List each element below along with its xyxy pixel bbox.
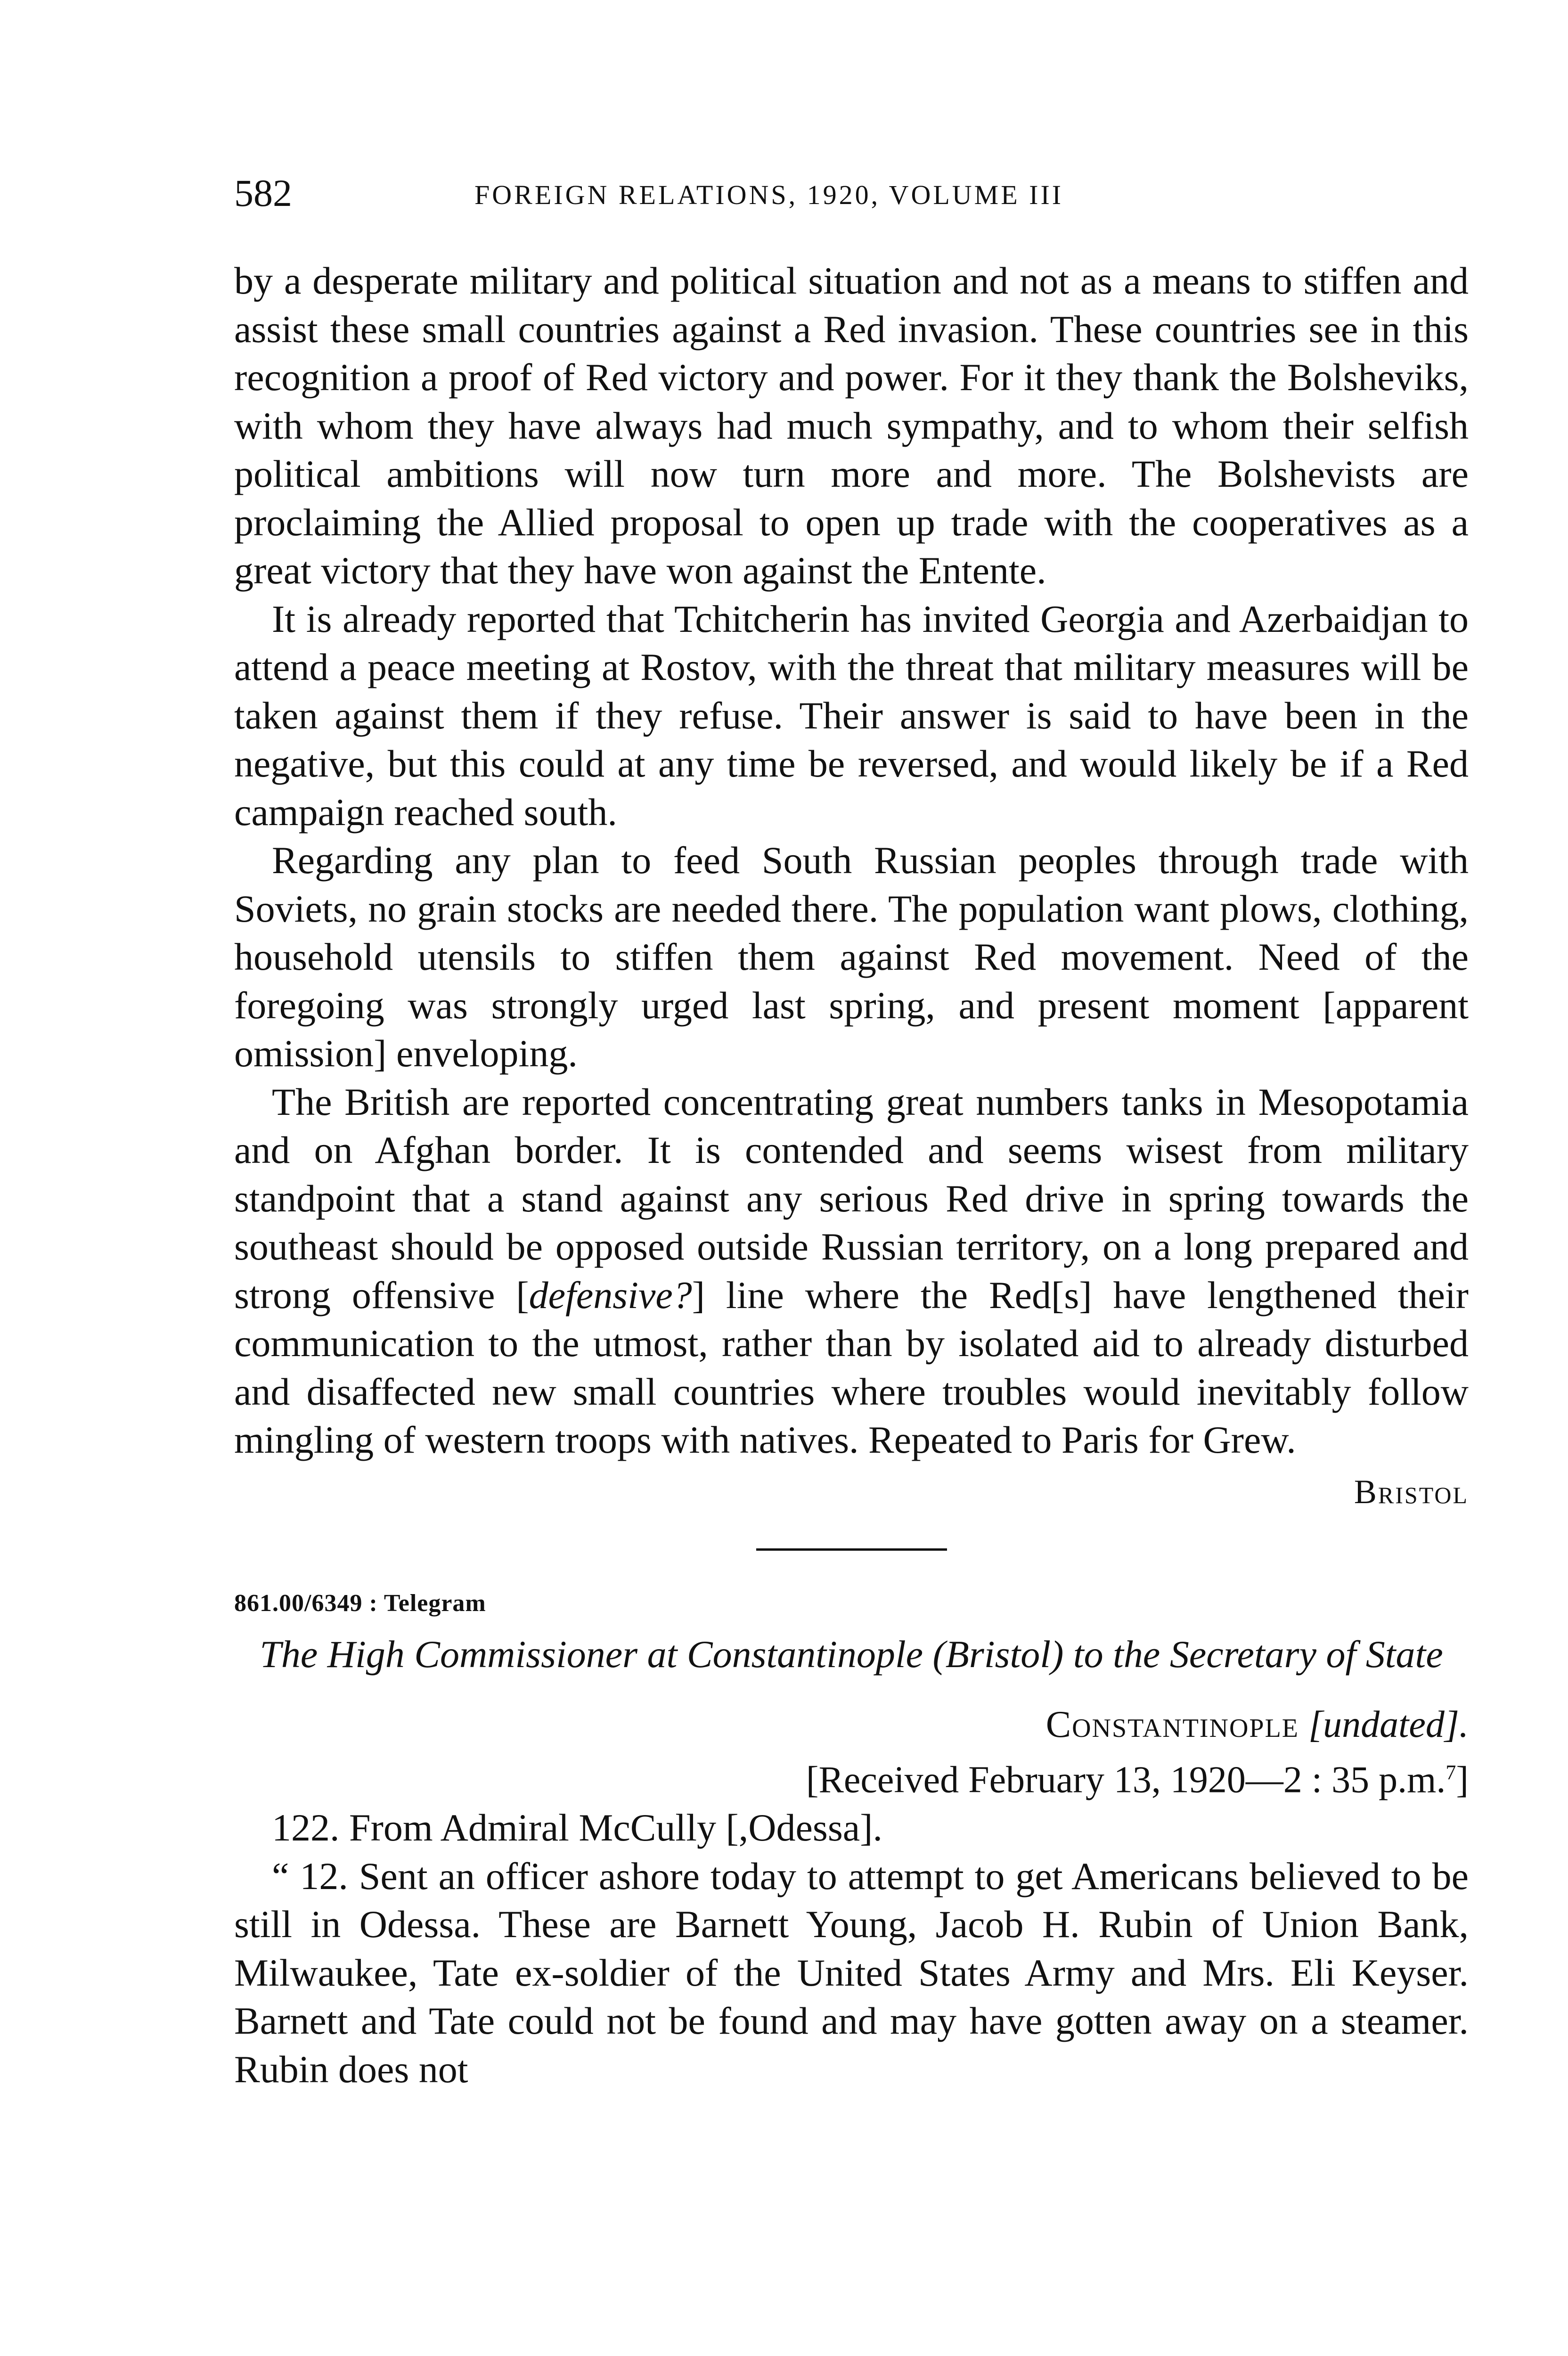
dateline-space — [1299, 1704, 1308, 1745]
section-divider — [756, 1548, 947, 1551]
body-paragraph: Regarding any plan to feed South Russian peoples through trade with Soviets, no grain stocks are needed there. The population want plows, clothing, household utensils to stiffen them against Red movement. Need of the foregoing was strongly urged last spring, and present moment [apparent omission] enveloping. — [234, 839, 1469, 1075]
body-paragraph-text: ] line where the Red[s] have lengthened their communication to the utmost, rather than by isolated aid to already disturbed and disaffected new small countries where troubles would inevitably follow mingling of western troops with natives. Repeated to Paris for Grew. — [234, 1273, 1469, 1461]
received-text: [Received February 13, 1920—2 : 35 p.m. — [806, 1759, 1446, 1801]
page-header — [234, 170, 1469, 221]
telegram-paragraph: “ 12. Sent an officer ashore today to attempt to get Americans believed to be still in Odessa. These are Barnett Young, Jacob H. Rubin of Union Bank, Milwaukee, Tate ex-soldier of the United States Army and Mrs. Eli Keyser. Barnett and Tate could not be found and may have gotten away on a steamer. Rubin does not — [234, 1854, 1469, 2091]
file-reference: 861.00/6349 : Telegram — [234, 1589, 486, 1617]
telegram-paragraph: 122. From Admiral McCully [,Odessa]. — [272, 1806, 882, 1849]
received-close: ] — [1456, 1759, 1469, 1801]
body-paragraph: by a desperate military and political situation and not as a means to stiffen and assist these small countries against a Red invasion. These countries see in this recognition a proof of Red victory and power. For it they thank the Bolsheviks, with whom they have always had much sympathy, and to whom their selfish political ambitions will now turn more and more. The Bolshevists are proclaiming the Allied proposal to open up trade with the cooperatives as a great victory that they have won against the Entente. — [234, 259, 1469, 592]
page-number: 582 — [234, 172, 292, 214]
signature: Bristol — [1354, 1472, 1469, 1511]
running-title: FOREIGN RELATIONS, 1920, VOLUME III — [474, 180, 1064, 210]
footnote-reference: 7 — [1446, 1760, 1456, 1784]
editorial-insertion: defensive? — [529, 1273, 692, 1317]
dateline — [234, 1701, 1469, 1749]
body-paragraph — [234, 1078, 1469, 1464]
body-paragraph: It is already reported that Tchitcherin has invited Georgia and Azerbaidjan to attend a peace meeting at Rostov, with the threat that military measures will be taken against them if they refuse. Their answer is said to have been in the negative, but this could at any time be reversed, and would likely be if a Red campaign reached south. — [234, 597, 1469, 834]
body-paragraph-text: The British are reported concentrating great numbers tanks in Mesopotamia and on Afghan border. It is contended and seems wisest from military standpoint that a stand against any serious Red drive in spring towards the southeast should be opposed outside Russian territory, on a long prepared and strong offensive [ — [234, 1080, 1469, 1317]
dateline-place: Constantinople — [1045, 1703, 1299, 1745]
received-line — [234, 1749, 1469, 1804]
document-title: The High Commissioner at Constantinople (Bristol) to the Secretary of State — [260, 1632, 1443, 1676]
page-body — [234, 257, 1469, 2094]
dateline-date: [undated]. — [1308, 1703, 1469, 1745]
